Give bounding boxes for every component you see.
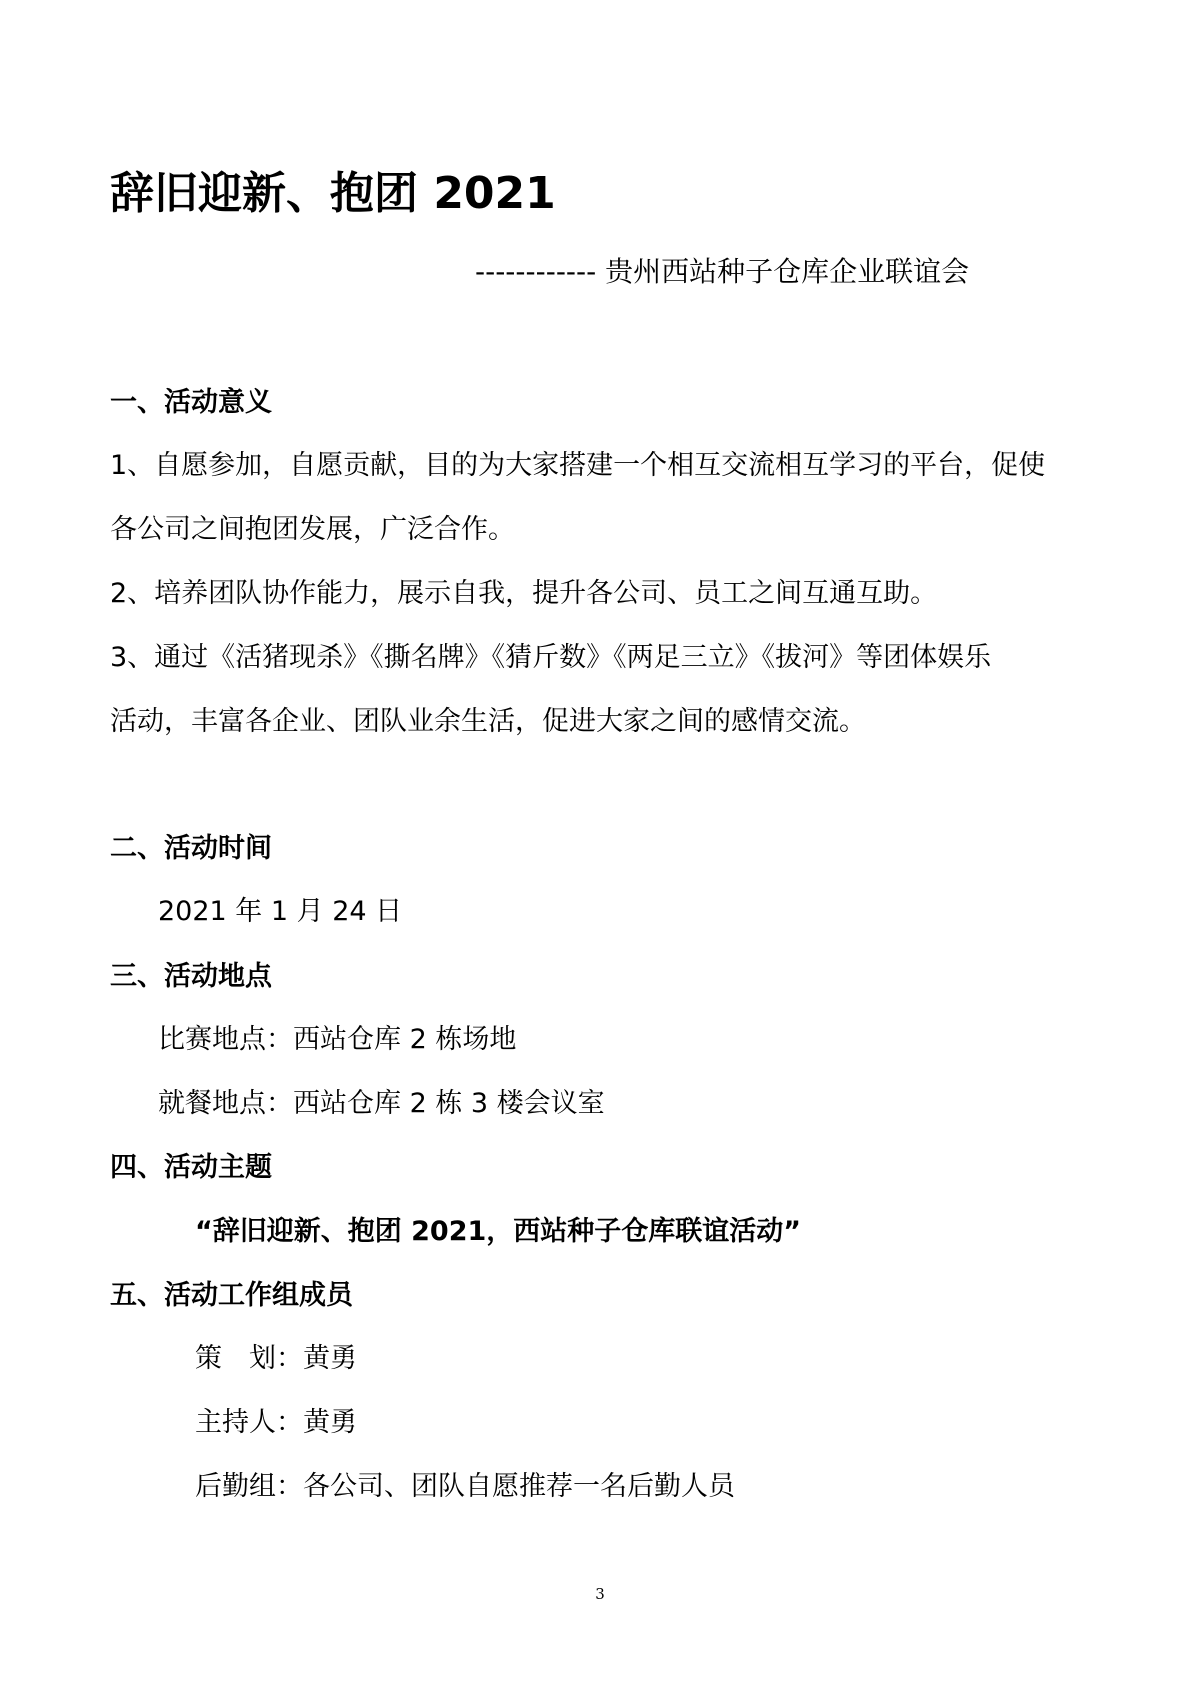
event-date: 2021 年 1 月 24 日 [158,896,403,927]
match-venue: 比赛地点：西站仓库 2 栋场地 [158,1024,517,1055]
paragraph-line: 2、培养团队协作能力，展示自我，提升各公司、员工之间互通互助。 [110,578,938,609]
document-subtitle: ------------ 贵州西站种子仓库企业联谊会 [475,255,970,288]
team-host: 主持人：黄勇 [195,1407,357,1438]
dining-venue: 就餐地点：西站仓库 2 栋 3 楼会议室 [158,1088,605,1119]
paragraph-line: 活动，丰富各企业、团队业余生活，促进大家之间的感情交流。 [110,706,866,737]
section-heading-location: 三、活动地点 [110,961,272,992]
section-heading-time: 二、活动时间 [110,833,272,864]
document-title: 辞旧迎新、抱团 2021 [110,168,556,219]
section-heading-team: 五、活动工作组成员 [110,1280,353,1311]
event-theme: “辞旧迎新、抱团 2021，西站种子仓库联谊活动” [195,1216,802,1247]
section-heading-significance: 一、活动意义 [110,387,272,418]
team-logistics: 后勤组：各公司、团队自愿推荐一名后勤人员 [195,1471,735,1502]
section-heading-theme: 四、活动主题 [110,1152,272,1183]
paragraph-line: 1、自愿参加，自愿贡献，目的为大家搭建一个相互交流相互学习的平台，促使 [110,450,1046,481]
paragraph-line: 各公司之间抱团发展，广泛合作。 [110,514,515,545]
paragraph-line: 3、通过《活猪现杀》《撕名牌》《猜斤数》《两足三立》《拔河》等团体娱乐 [110,642,992,673]
team-planner: 策 划：黄勇 [195,1343,357,1374]
page-number: 3 [595,1585,605,1603]
